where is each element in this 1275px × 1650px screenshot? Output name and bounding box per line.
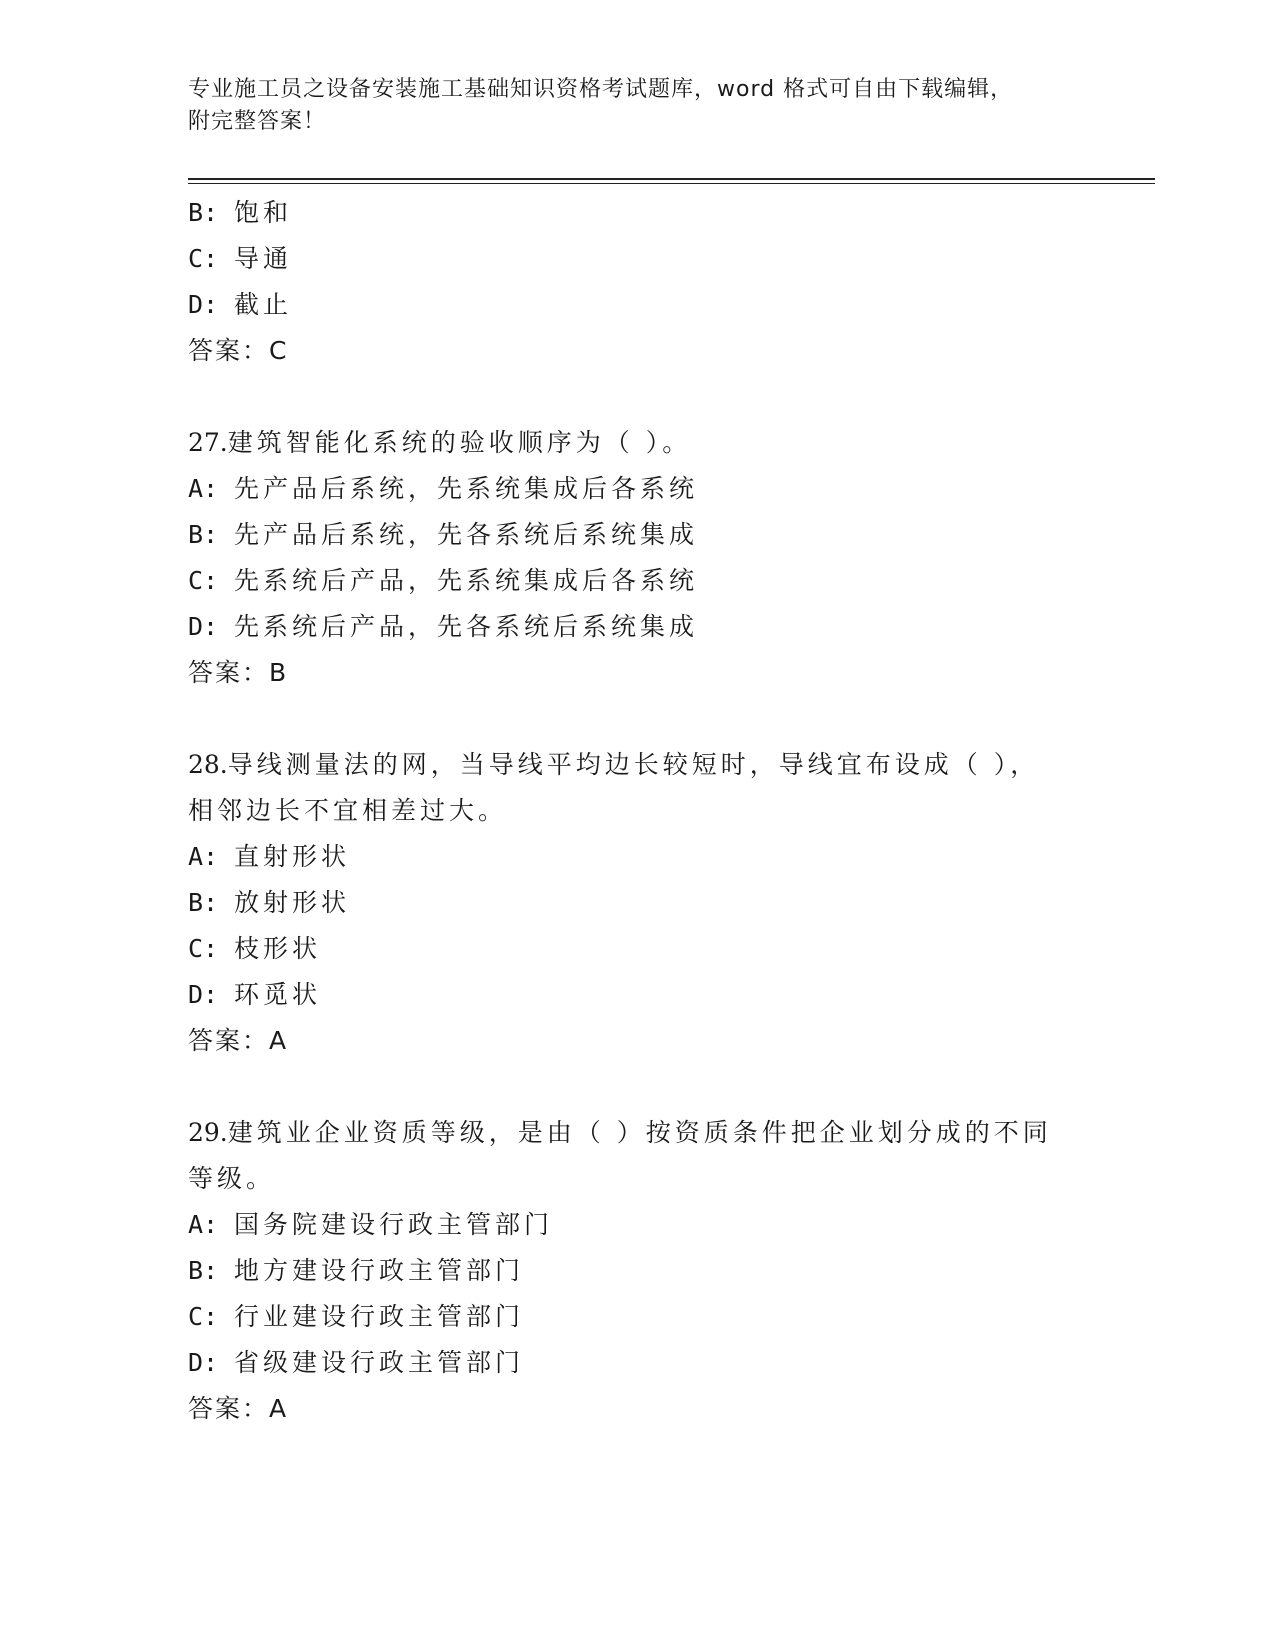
option-letter: C: [188, 934, 219, 963]
option-text: 放射形状 [234, 888, 351, 917]
question-text: 建筑智能化系统的验收顺序为（ ）。 [227, 428, 692, 457]
option-letter: D: [188, 980, 219, 1009]
question-29 [188, 1110, 1088, 1432]
question-number: 29. [188, 1118, 228, 1147]
question-stem [188, 420, 1088, 466]
option-c [188, 926, 1088, 972]
option-d [188, 972, 1088, 1018]
option-text: 截止 [234, 290, 293, 319]
option-text: 先产品后系统，先系统集成后各系统 [234, 474, 699, 503]
option-text: 先系统后产品，先各系统后系统集成 [234, 612, 699, 641]
question-list [188, 190, 1088, 1432]
answer-line: 答案：A [188, 1026, 289, 1055]
option-text: 直射形状 [234, 842, 351, 871]
question-stem-continued: 相邻边长不宜相差过大。 [188, 796, 508, 825]
header-divider-thin [188, 183, 1155, 184]
option-d [188, 282, 1088, 328]
option-text: 行业建设行政主管部门 [234, 1302, 525, 1331]
option-letter: A: [188, 1210, 219, 1239]
option-letter: C: [188, 244, 219, 273]
option-text: 环觅状 [234, 980, 322, 1009]
option-c [188, 236, 1088, 282]
option-b [188, 190, 1088, 236]
option-letter: B: [188, 520, 219, 549]
option-a [188, 466, 1088, 512]
option-text: 地方建设行政主管部门 [234, 1256, 525, 1285]
question-stem [188, 742, 1088, 788]
document-header [188, 74, 1088, 138]
answer-line: 答案：C [188, 336, 289, 365]
answer-line: 答案：B [188, 658, 289, 687]
option-letter: B: [188, 198, 219, 227]
spacer [188, 1064, 1088, 1110]
option-c [188, 1294, 1088, 1340]
option-d [188, 1340, 1088, 1386]
option-letter: C: [188, 566, 219, 595]
option-b [188, 512, 1088, 558]
option-d [188, 604, 1088, 650]
option-letter: B: [188, 888, 219, 917]
option-a [188, 834, 1088, 880]
option-text: 导通 [234, 244, 293, 273]
question-number: 28. [188, 750, 228, 779]
question-text: 导线测量法的网，当导线平均边长较短时，导线宜布设成（ ）， [227, 750, 1040, 779]
spacer [188, 374, 1088, 420]
header-line-1: 专业施工员之设备安装施工基础知识资格考试题库，word 格式可自由下载编辑， [188, 77, 1014, 102]
option-letter: D: [188, 1348, 219, 1377]
header-line-2: 附完整答案！ [188, 109, 327, 134]
option-text: 枝形状 [234, 934, 322, 963]
option-text: 饱和 [234, 198, 293, 227]
question-number: 27. [188, 428, 228, 457]
option-c [188, 558, 1088, 604]
option-text: 省级建设行政主管部门 [234, 1348, 525, 1377]
answer-line: 答案：A [188, 1394, 289, 1423]
option-letter: C: [188, 1302, 219, 1331]
question-stem [188, 1110, 1088, 1156]
option-text: 先系统后产品，先系统集成后各系统 [234, 566, 699, 595]
question-stem-continued: 等级。 [188, 1164, 276, 1193]
spacer [188, 696, 1088, 742]
option-text: 国务院建设行政主管部门 [234, 1210, 554, 1239]
question-26-continued [188, 190, 1088, 374]
option-b [188, 1248, 1088, 1294]
option-letter: A: [188, 842, 219, 871]
option-letter: D: [188, 290, 219, 319]
option-b [188, 880, 1088, 926]
option-text: 先产品后系统，先各系统后系统集成 [234, 520, 699, 549]
question-28 [188, 742, 1088, 1064]
question-text: 建筑业企业资质等级，是由（ ）按资质条件把企业划分成的不同 [227, 1118, 1052, 1147]
option-a [188, 1202, 1088, 1248]
option-letter: B: [188, 1256, 219, 1285]
option-letter: D: [188, 612, 219, 641]
header-divider-thick [188, 178, 1155, 180]
option-letter: A: [188, 474, 219, 503]
question-27 [188, 420, 1088, 696]
